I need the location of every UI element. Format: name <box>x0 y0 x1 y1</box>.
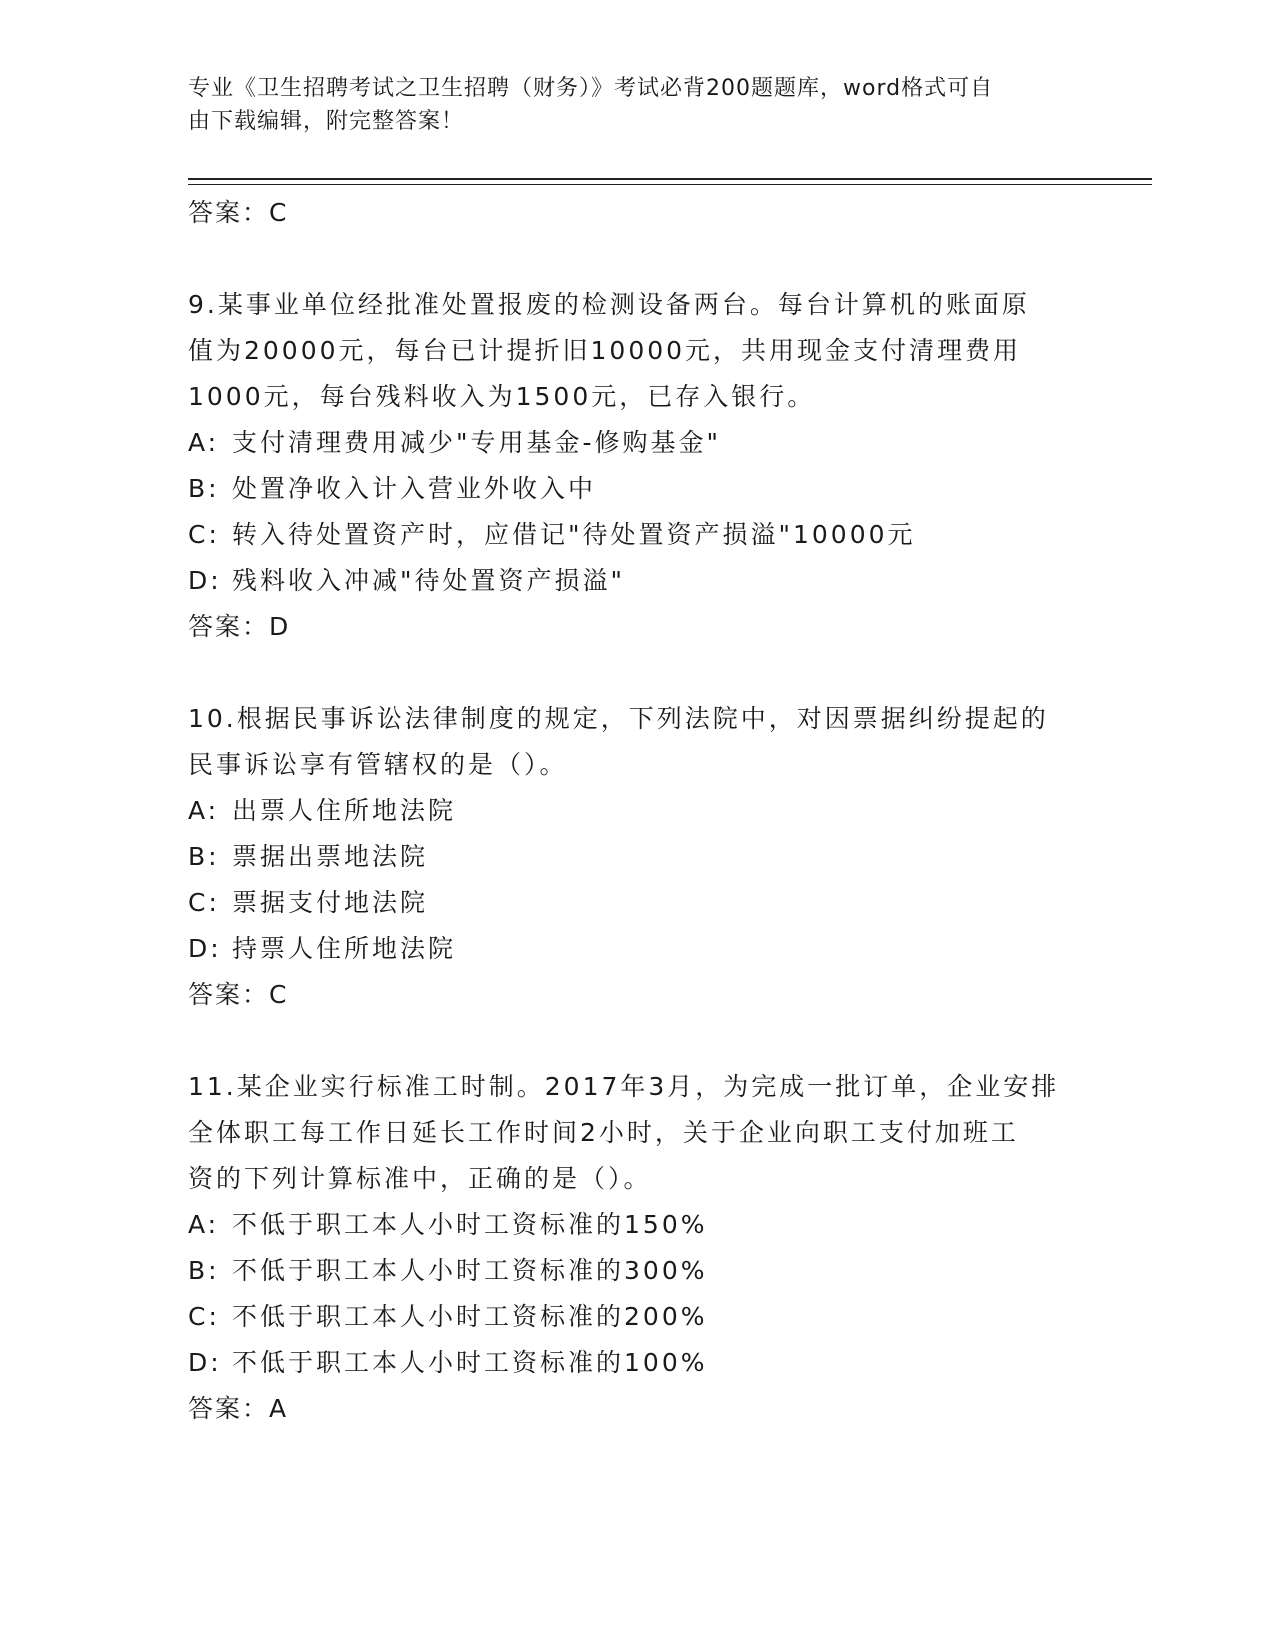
option-text: 出票人住所地法院 <box>232 796 457 825</box>
header-divider-thin <box>188 184 1152 185</box>
option-text: 转入待处置资产时，应借记"待处置资产损溢"10000元 <box>232 520 916 549</box>
option-key: A: <box>188 1210 220 1239</box>
question-text-line: 11.某企业实行标准工时制。2017年3月，为完成一批订单，企业安排 <box>188 1072 1060 1101</box>
option-key: D: <box>188 566 222 595</box>
page-header <box>188 72 1088 138</box>
option-key: D: <box>188 1348 222 1377</box>
header-line-1: 专业《卫生招聘考试之卫生招聘（财务）》考试必背200题题库，word格式可自 <box>188 76 994 101</box>
option-c <box>188 512 1088 558</box>
option-text: 不低于职工本人小时工资标准的150% <box>232 1210 708 1239</box>
spacer <box>188 650 1088 696</box>
option-key: B: <box>188 1256 220 1285</box>
option-text: 票据出票地法院 <box>232 842 429 871</box>
option-b <box>188 834 1088 880</box>
option-key: C: <box>188 888 220 917</box>
option-text: 不低于职工本人小时工资标准的100% <box>232 1348 708 1377</box>
answer: 答案：D <box>188 612 291 641</box>
option-c <box>188 880 1088 926</box>
answer: 答案：C <box>188 980 289 1009</box>
option-key: B: <box>188 842 220 871</box>
option-key: A: <box>188 428 220 457</box>
question-text-line: 资的下列计算标准中，正确的是（）。 <box>188 1164 652 1193</box>
question-text-line: 全体职工每工作日延长工作时间2小时，关于企业向职工支付加班工 <box>188 1118 1019 1147</box>
option-key: D: <box>188 934 222 963</box>
option-d <box>188 926 1088 972</box>
option-key: C: <box>188 520 220 549</box>
option-a <box>188 1202 1088 1248</box>
question-text-line: 10.根据民事诉讼法律制度的规定，下列法院中，对因票据纠纷提起的 <box>188 704 1049 733</box>
option-a <box>188 420 1088 466</box>
option-text: 残料收入冲减"待处置资产损溢" <box>232 566 625 595</box>
option-key: C: <box>188 1302 220 1331</box>
option-text: 支付清理费用减少"专用基金-修购基金" <box>232 428 722 457</box>
option-text: 持票人住所地法院 <box>232 934 457 963</box>
header-line-2: 由下载编辑，附完整答案！ <box>188 109 465 134</box>
header-divider-thick <box>188 178 1152 180</box>
question-9 <box>188 282 1088 650</box>
option-text: 不低于职工本人小时工资标准的300% <box>232 1256 708 1285</box>
option-text: 处置净收入计入营业外收入中 <box>232 474 597 503</box>
option-key: B: <box>188 474 220 503</box>
option-key: A: <box>188 796 220 825</box>
spacer <box>188 1018 1088 1064</box>
option-b <box>188 466 1088 512</box>
question-11 <box>188 1064 1088 1432</box>
question-10 <box>188 696 1088 1018</box>
question-text-line: 1000元，每台残料收入为1500元，已存入银行。 <box>188 382 816 411</box>
answer: 答案：A <box>188 1394 289 1423</box>
option-text: 票据支付地法院 <box>232 888 429 917</box>
option-d <box>188 1340 1088 1386</box>
option-text: 不低于职工本人小时工资标准的200% <box>232 1302 708 1331</box>
question-text-line: 值为20000元，每台已计提折旧10000元，共用现金支付清理费用 <box>188 336 1022 365</box>
document-body <box>188 190 1088 1432</box>
question-text-line: 民事诉讼享有管辖权的是（）。 <box>188 750 568 779</box>
option-b <box>188 1248 1088 1294</box>
answer-previous-question: 答案：C <box>188 198 289 227</box>
option-a <box>188 788 1088 834</box>
option-c <box>188 1294 1088 1340</box>
option-d <box>188 558 1088 604</box>
question-text-line: 9.某事业单位经批准处置报废的检测设备两台。每台计算机的账面原 <box>188 290 1030 319</box>
spacer <box>188 236 1088 282</box>
